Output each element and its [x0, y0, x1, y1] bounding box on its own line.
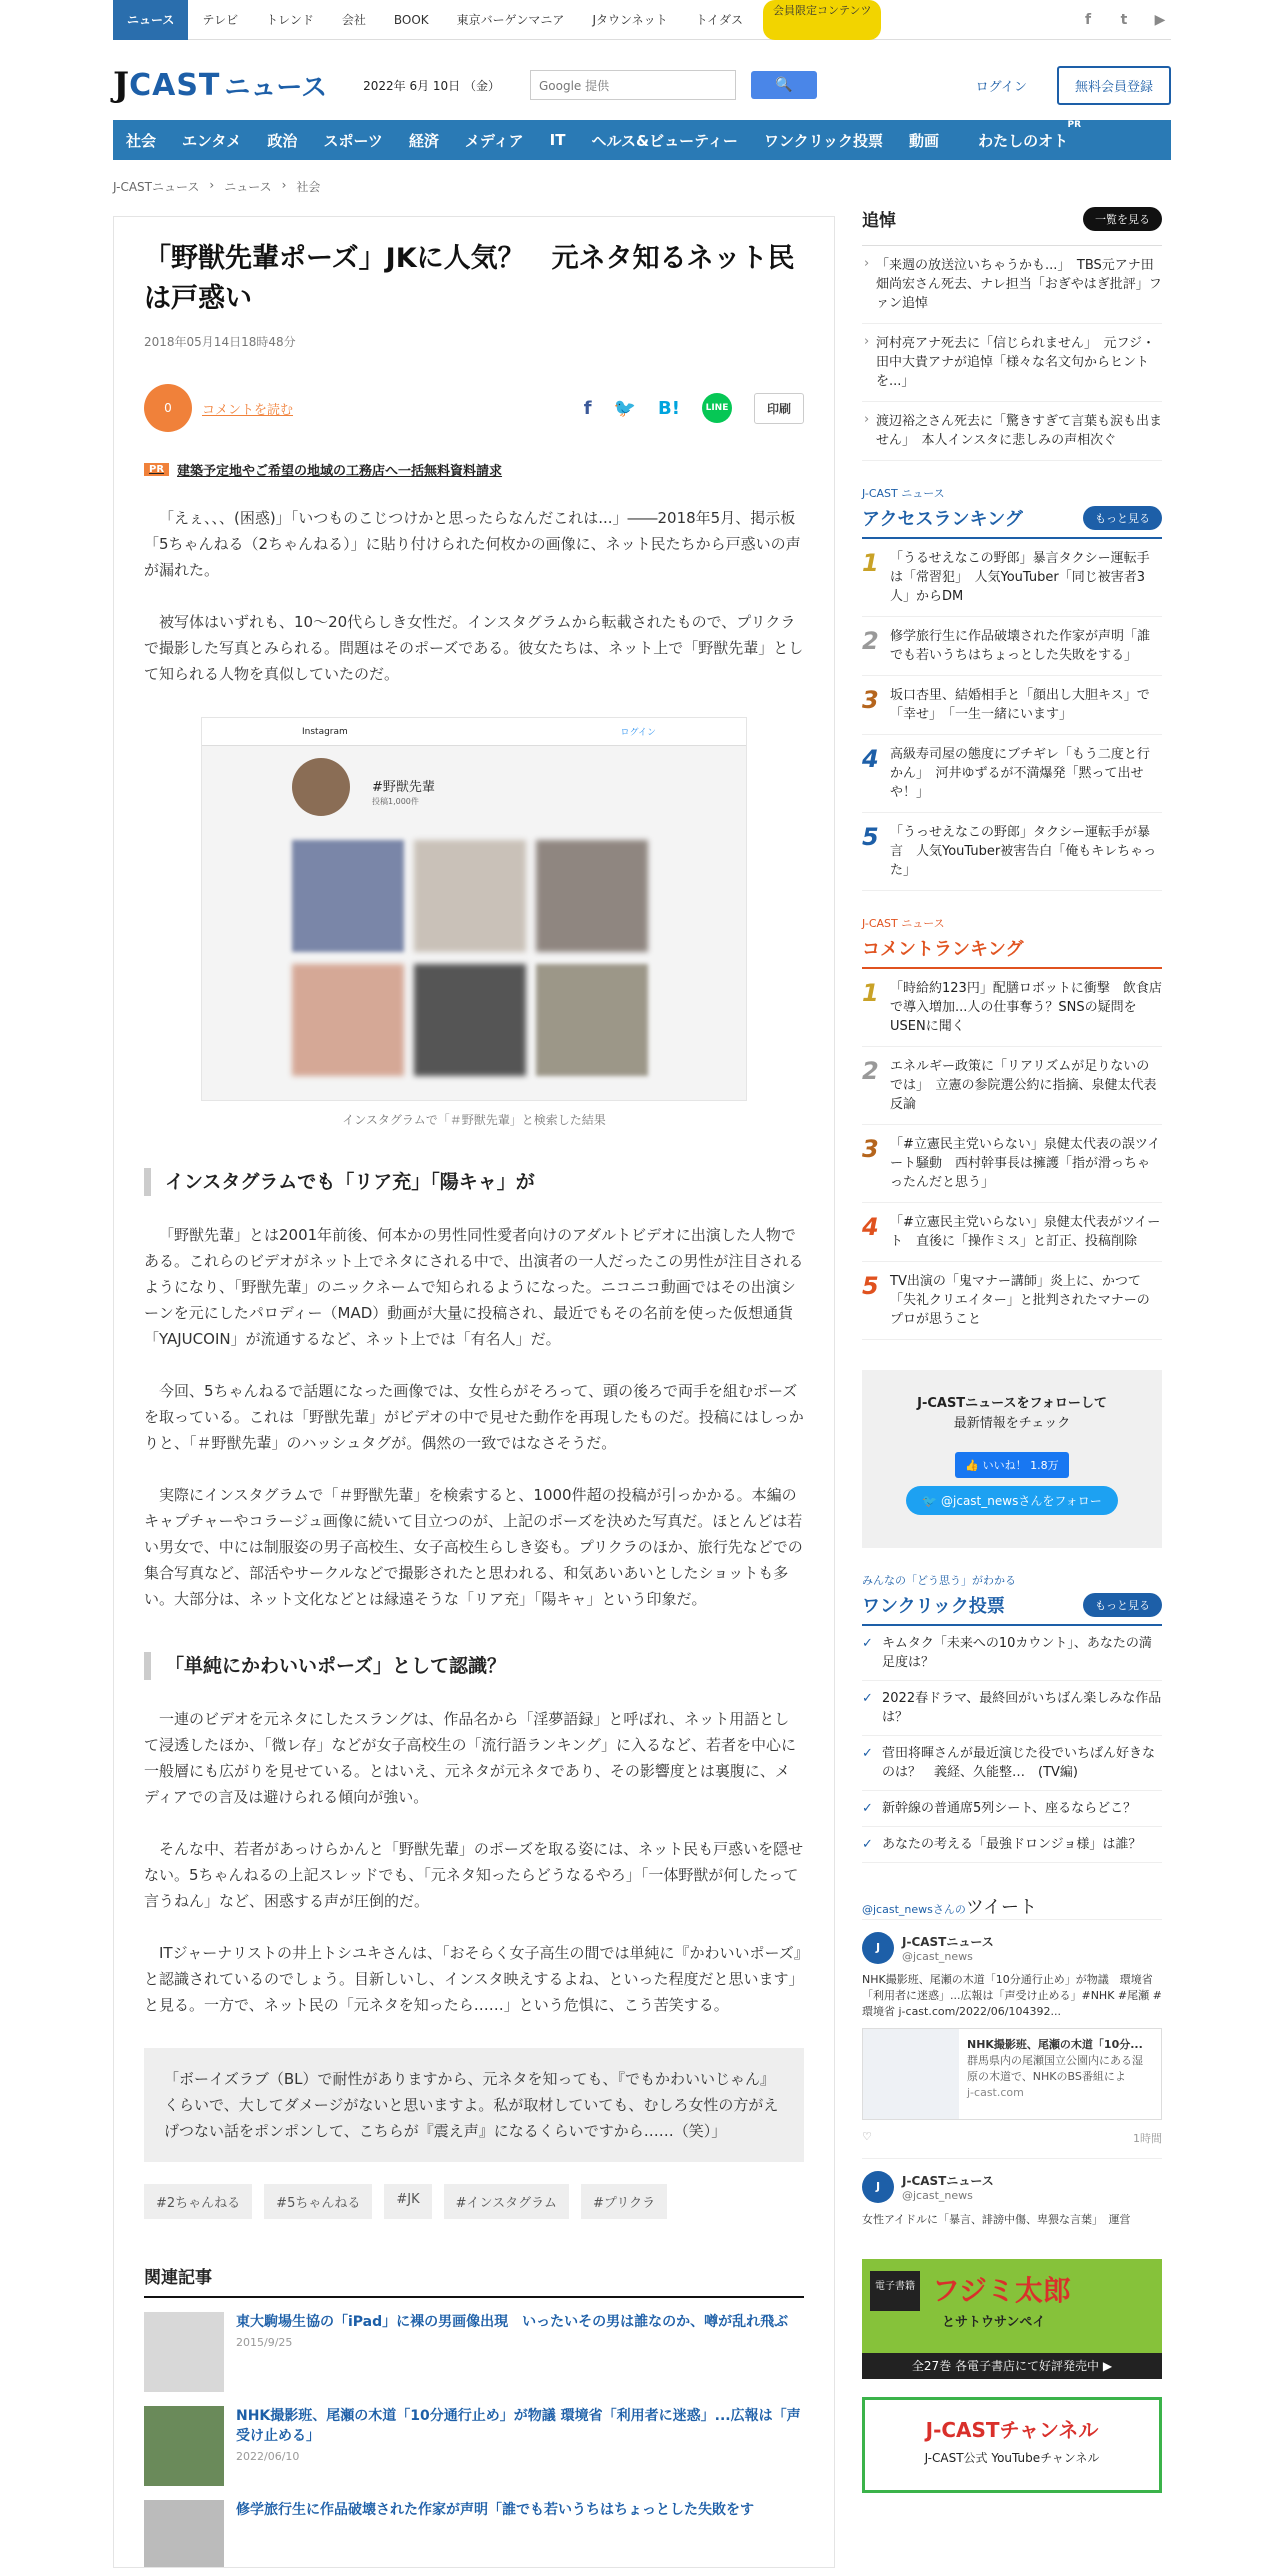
tweet-name: J-CASTニュース: [902, 1935, 994, 1949]
vote-item[interactable]: ✓ 新幹線の普通席5列シート、座るならどこ？: [862, 1791, 1162, 1827]
ranking-item[interactable]: [862, 813, 1162, 891]
trace-title: 追悼: [862, 211, 896, 231]
login-link[interactable]: ログイン: [975, 79, 1027, 95]
related-thumbnail: [144, 2406, 224, 2486]
tweet-author: [862, 1932, 1162, 1964]
related-title[interactable]: 東大駒場生協の「iPad」に裸の男画像出現 いったいその男は誰なのか、噂が乱れ飛ぶ: [236, 2314, 789, 2330]
ranking-item[interactable]: [862, 539, 1162, 617]
ranking-item[interactable]: [862, 1047, 1162, 1125]
quote-block: 「ボーイズラブ（BL）で耐性がありますから、元ネタを知っても、『でもかわいいじゃん』くらいで、大してダメージがないと思いますよ。私が取材していても、むしろ女性の方がえげつない話をポンポンして、こちらが『震え声』になるくらいですから……（笑）」: [144, 2048, 804, 2162]
tweet-name: J-CASTニュース: [902, 2174, 994, 2188]
pr-text: 建築予定地やご希望の地域の工務店へ一括無料資料請求: [177, 464, 503, 479]
breadcrumb-society[interactable]: 社会: [296, 180, 321, 194]
ig-login: ログイン: [620, 728, 656, 738]
article-paragraph: 実際にインスタグラムで「＃野獣先輩」を検索すると、1000件超の投稿が引っかかる。本編のキャプチャーやコラージュ画像に続いて目立つのが、上記のポーズを決めた写真だ。ほとんどは若い男女で、中には制服姿の男子高校生、女子高校生らしき姿も。プリクラのほか、旅行先などでの集合写真など、部活やサークルなどで撮影されたと思われる、和気あいあいとしたショットも多い。大部分は、ネット文化などとは縁遠そうな「リア充」「陽キャ」という印象だ。: [144, 1486, 803, 1608]
ad-title: フジミ太郎: [932, 2274, 1071, 2307]
vote-item[interactable]: ✓ あなたの考える「最強ドロンジョ様」は誰？: [862, 1827, 1162, 1863]
vote-header: [862, 1592, 1162, 1626]
rank-number: 5: [862, 1272, 879, 1300]
share-bar: [144, 384, 804, 432]
breadcrumb-jcast[interactable]: J-CASTニュース: [113, 180, 200, 194]
top-nav-news[interactable]: ニュース: [113, 0, 188, 40]
rank-text: 高級寿司屋の態度にブチギレ「もう二度と行かん」 河井ゆずるが不満爆発「黙って出せや！」: [890, 747, 1150, 800]
hatena-share-icon[interactable]: B!: [658, 397, 680, 419]
nav-one-click-vote[interactable]: ワンクリック投票: [763, 131, 884, 150]
site-header: [113, 50, 1171, 120]
nav-pr-mark: PR: [1067, 119, 1082, 130]
ad-banner-fujimi[interactable]: [862, 2259, 1162, 2379]
vote-caption: みんなの「どう思う」がわかる: [862, 1574, 1016, 1587]
nav-economy[interactable]: 経済: [408, 131, 439, 150]
related-thumbnail: [144, 2500, 224, 2568]
share-buttons: [584, 393, 804, 424]
timeline-header: [862, 1893, 1162, 1919]
tweet-author: [862, 2171, 1162, 2203]
twitter-follow-button[interactable]: 🐦 @jcast_newsさんをフォロー: [906, 1486, 1117, 1515]
related-article[interactable]: [144, 2406, 804, 2486]
rank-number: 5: [862, 823, 879, 851]
line-share-icon[interactable]: LINE: [702, 393, 732, 423]
trace-list: [862, 245, 1162, 461]
article-title: 「野獣先輩ポーズ」JKに人気？ 元ネタ知るネット民は戸惑い: [144, 243, 795, 314]
tweet[interactable]: [862, 1919, 1162, 2158]
rank-text: 坂口杏里、結婚相手と「顔出し大胆キス」で「幸せ」 「一生一緒にいます」: [890, 688, 1150, 722]
register-button[interactable]: 無料会員登録: [1057, 66, 1171, 105]
card-text: 群馬県内の尾瀬国立公園内にある湿原の木道で、NHKのBS番組によ: [967, 2054, 1143, 2083]
article-paragraph: 「えぇ、、、(困惑)」「いつものこじつけかと思ったらなんだこれは...」――2018年5月、掲示板「5ちゃんねる（2ちゃんねる）」に貼り付けられた何枚かの画像に、ネット民たちから戸惑いの声が漏れた。: [144, 509, 801, 579]
rank-text: TV出演の「鬼マナー講師」炎上に、かつて「失礼クリエイター」と批判されたマナーのプロが思うこと: [890, 1274, 1150, 1327]
comment-link[interactable]: コメントを読む: [202, 402, 294, 418]
top-nav-bargain[interactable]: 東京バーゲンマニア: [456, 12, 565, 27]
tag[interactable]: #5ちゃんねる: [264, 2184, 372, 2219]
access-more-button[interactable]: もっと見る: [1083, 506, 1162, 530]
instagram-screenshot: [201, 717, 747, 1101]
nav-society[interactable]: 社会: [126, 131, 157, 150]
article-paragraph: 今回、5ちゃんねるで話題になった画像では、女性らがそろって、頭の後ろで両手を組むポーズを取っている。これは「野獣先輩」がビデオの中で見せた動作を再現したものだ。投稿にはしっかりと、「＃野獣先輩」のハッシュタグが。偶然の一致ではなさそうだ。: [144, 1382, 804, 1452]
ig-header: Instagram: [302, 726, 348, 737]
breadcrumb: [113, 178, 1171, 195]
main-nav: [113, 120, 1171, 160]
timeline-handle[interactable]: @jcast_newsさんの: [862, 1903, 966, 1916]
rank-number: 3: [862, 686, 879, 714]
rank-number: 4: [862, 745, 879, 773]
top-bar: [113, 0, 1171, 40]
tag[interactable]: #インスタグラム: [444, 2184, 569, 2219]
related-date: 2015/9/25: [236, 2336, 293, 2349]
pr-badge: PR: [144, 463, 169, 476]
related-articles-title: 関連記事: [144, 2263, 804, 2298]
trace-more-button[interactable]: 一覧を見る: [1083, 207, 1162, 231]
top-nav-company[interactable]: 会社: [341, 12, 366, 27]
vote-item[interactable]: ✓ 菅田将暉さんが最近演じた役でいちばん好きなのは？ 義経、久能整… (TV編): [862, 1736, 1162, 1791]
ad-banner-jcast-channel[interactable]: [862, 2397, 1162, 2493]
tweet-text: 女性アイドルに「暴言、誹謗中傷、卑猥な言葉」 運営: [862, 2213, 1131, 2226]
nav-entertainment[interactable]: エンタメ: [182, 131, 242, 150]
comment-ranking-title: コメントランキング: [862, 939, 1024, 960]
ig-thumb: [414, 840, 526, 952]
tweet-text: NHK撮影班、尾瀬の木道「10分通行止め」が物議 環境省「利用者に迷惑」...広報は「声受け止める」#NHK #尾瀬 #環境省 j-cast.com/2022/06/104392...: [862, 1973, 1162, 2018]
members-only-pill[interactable]: 会員限定コンテンツ: [763, 0, 881, 40]
article-paragraph: 「野獣先輩」とは2001年前後、何本かの男性同性愛者向けのアダルトビデオに出演した人物である。これらのビデオがネット上でネタにされる中で、出演者の一人だったこの男性が注目されるようになり、「野獣先輩」のニックネームで知られるようになった。ニコニコ動画ではその出演シーンを元にしたパロディー（MAD）動画が大量に投稿され、最近でもその名前を使った仮想通貨「YAJUCOIN」が流通するなど、ネット上では「有名人」だ。: [144, 1226, 804, 1348]
trace-header: [862, 206, 1162, 231]
ig-thumb: [292, 964, 404, 1076]
follow-line-2: 最新情報をチェック: [953, 1416, 1071, 1431]
related-title[interactable]: 修学旅行生に作品破壊された作家が声明「誰でも若いうちはちょっとした失敗をす: [236, 2502, 754, 2518]
article-paragraph: 一連のビデオを元ネタにしたスラングは、作品名から「淫夢語録」と呼ばれ、ネット用語として浸透したほか、「微レ存」などが女子高校生の「流行語ランキング」に入るなど、若者を中心に一般層にも広がりを見せている。とはいえ、元ネタが元ネタであり、その影響度とは裏腹に、メディアでの言及は避けられる傾向が強い。: [144, 1710, 797, 1806]
ad-badge: 電子書籍: [870, 2271, 920, 2311]
search-button[interactable]: 🔍: [751, 71, 817, 99]
twitter-share-icon[interactable]: 🐦: [613, 397, 637, 419]
ig-thumb: [292, 840, 404, 952]
top-nav-toidas[interactable]: トイダス: [695, 12, 744, 27]
related-article[interactable]: [144, 2312, 804, 2392]
nav-health-beauty[interactable]: ヘルス&ビューティー: [591, 131, 738, 150]
nav-video[interactable]: 動画: [909, 131, 940, 150]
ranking-item[interactable]: [862, 969, 1162, 1047]
card-title: NHK撮影班、尾瀬の木道「10分...: [967, 2038, 1143, 2051]
comment-count-icon[interactable]: 0: [144, 384, 192, 432]
rank-number: 1: [862, 549, 879, 577]
facebook-icon[interactable]: f: [1084, 11, 1092, 28]
ranking-item[interactable]: [862, 1125, 1162, 1203]
access-ranking-header: [862, 505, 1162, 539]
tag[interactable]: #2ちゃんねる: [144, 2184, 252, 2219]
ranking-item[interactable]: [862, 735, 1162, 813]
comment-ranking-header: [862, 935, 1162, 969]
tag-list: [144, 2184, 804, 2219]
rank-number: 2: [862, 1057, 879, 1085]
article-paragraph: 被写体はいずれも、10～20代らしき女性だ。インスタグラムから転載されたもので、プリクラで撮影した写真とみられる。問題はそのポーズである。彼女たちは、ネット上で「野獣先輩」として知られる人物を真似していたのだ。: [144, 613, 804, 683]
ranking-item[interactable]: [862, 1262, 1162, 1340]
rank-number: 1: [862, 979, 879, 1007]
ranking-item[interactable]: [862, 1203, 1162, 1262]
ad2-subtitle: J-CAST公式 YouTubeチャンネル: [924, 2451, 1100, 2465]
ranking-item[interactable]: [862, 676, 1162, 735]
logo-news: ニュース: [224, 72, 328, 103]
card-image: [863, 2029, 959, 2119]
comment-caption: J-CAST ニュース: [862, 917, 945, 930]
rank-text: エネルギー政策に「リアリズムが足りないのでは」 立憲の参院選公約に指摘、泉健太代表反論: [890, 1059, 1157, 1112]
tag[interactable]: #プリクラ: [581, 2184, 667, 2219]
vote-item[interactable]: ✓ 2022春ドラマ、最終回がいちばん楽しみな作品は？: [862, 1681, 1162, 1736]
nav-watashi-label: わたしのオト: [978, 131, 1069, 150]
nav-sports[interactable]: スポーツ: [323, 131, 383, 150]
breadcrumb-sep: ›: [281, 178, 287, 192]
sidebar: [862, 206, 1162, 2493]
vote-title: ワンクリック投票: [862, 1596, 1005, 1617]
rank-text: 「うるせえなこの野郎」暴言タクシー運転手は「常習犯」 人気YouTuber「同じ被害者3人」からDM: [890, 551, 1150, 604]
rank-number: 3: [862, 1135, 879, 1163]
access-ranking-list: [862, 539, 1162, 891]
breadcrumb-news[interactable]: ニュース: [224, 180, 272, 194]
access-ranking-title: アクセスランキング: [862, 509, 1023, 530]
article-figure: [201, 717, 747, 1128]
ad-subtitle: とサトウサンペイ: [942, 2315, 1046, 2330]
top-nav-jtown[interactable]: Jタウンネット: [592, 12, 668, 27]
nav-it[interactable]: IT: [549, 131, 566, 149]
related-title[interactable]: NHK撮影班、尾瀬の木道「10分通行止め」が物議 環境省「利用者に迷惑」...広報は「声受け止める」: [236, 2408, 801, 2444]
rank-number: 4: [862, 1213, 879, 1241]
follow-line-1: J-CASTニュースをフォローして: [917, 1396, 1107, 1411]
rank-number: 2: [862, 627, 879, 655]
rank-text: 「#立憲民主党いらない」泉健太代表がツイート 直後に「操作ミス」と訂正、投稿削除: [890, 1215, 1161, 1249]
facebook-like-button[interactable]: 👍 いいね！ 1.8万: [955, 1452, 1068, 1478]
heart-icon[interactable]: ♡: [862, 2130, 872, 2143]
tweet[interactable]: [862, 2158, 1162, 2239]
nav-watashi-no-oto[interactable]: [952, 119, 1094, 151]
related-thumbnail: [144, 2312, 224, 2392]
site-logo[interactable]: [113, 65, 327, 105]
vote-more-button[interactable]: もっと見る: [1083, 1593, 1162, 1617]
vote-item[interactable]: ✓ キムタク「未来への10カウント」、あなたの満足度は？: [862, 1626, 1162, 1681]
ig-hashtag: #野獣先輩: [372, 780, 435, 795]
facebook-share-icon[interactable]: f: [583, 397, 592, 419]
social-links: [1077, 9, 1171, 31]
related-article[interactable]: [144, 2500, 804, 2568]
nav-politics[interactable]: 政治: [267, 131, 298, 150]
article-paragraph: ITジャーナリストの井上トシユキさんは、「おそらく女子高生の間では単純に『かわいいポーズ』と認識されているのでしょう。目新しいし、インスタ映えするよね、といった程度だと思います」と見る。一方で、ネット民の「元ネタを知ったら……」という危惧に、こう苦笑する。: [144, 1944, 804, 2014]
tag[interactable]: #JK: [384, 2184, 431, 2219]
search-input[interactable]: Google 提供: [530, 70, 736, 100]
trace-item[interactable]: › 「来週の放送泣いちゃうかも...」 TBS元アナ田畑尚宏さん死去、ナレ担当「おぎやはぎ批評」ファン追悼: [862, 246, 1162, 324]
ad2-title: J-CASTチャンネル: [925, 2418, 1099, 2442]
section-heading: インスタグラムでも「リア充」「陽キャ」が: [144, 1168, 804, 1196]
article-date: 2018年05月14日18時48分: [144, 335, 296, 349]
rank-text: 「うっせえなこの野郎」タクシー運転手が暴言 人気YouTuber被害告白「俺もキレちゃった」: [890, 825, 1157, 878]
trace-item[interactable]: › 河村亮アナ死去に「信じられません」 元フジ・田中大貴アナが追悼「様々な名文句からヒントを...」: [862, 324, 1162, 402]
logo-cast: CAST: [129, 67, 221, 103]
card-domain: j-cast.com: [967, 2086, 1024, 2099]
section-heading: 「単純にかわいいポーズ」として認識？: [144, 1652, 804, 1680]
twitter-timeline: [862, 1893, 1162, 2239]
related-date: 2022/06/10: [236, 2450, 300, 2463]
timeline-word: ツイート: [965, 1897, 1037, 1918]
rank-text: 「時給約123円」配膳ロボットに衝撃 飲食店で導入増加...人の仕事奪う？SNSの疑問をUSENに聞く: [890, 981, 1162, 1034]
breadcrumb-sep: ›: [209, 178, 215, 192]
figure-caption: インスタグラムで「＃野獣先輩」と検索した結果: [342, 1113, 606, 1127]
follow-box: [862, 1370, 1162, 1548]
avatar: J: [862, 2171, 894, 2203]
tweet-time[interactable]: 1時間: [1133, 2132, 1162, 2145]
ig-thumb: [414, 964, 526, 1076]
tweet-link-card[interactable]: [862, 2028, 1162, 2120]
ig-count: 投稿1,000件: [372, 797, 419, 806]
top-nav-book[interactable]: BOOK: [393, 12, 429, 27]
nav-media[interactable]: メディア: [464, 131, 524, 150]
article-paragraph: そんな中、若者があっけらかんと「野獣先輩」のポーズを取る姿には、ネット民も戸惑いを隠せない。5ちゃんねるの上記スレッドでも、「元ネタ知ったらどうなるやろ」「一体野獣が何したって言うねん」など、困惑する声が圧倒的だ。: [144, 1840, 804, 1910]
ad-footer: 全27巻 各電子書店にて好評発売中 ▶: [862, 2353, 1162, 2379]
ig-thumb: [536, 964, 648, 1076]
vote-list: [862, 1626, 1162, 1863]
tweet-handle: @jcast_news: [902, 2189, 973, 2202]
ig-thumb: [536, 840, 648, 952]
print-button[interactable]: 印刷: [754, 393, 804, 424]
top-nav: [113, 0, 881, 39]
tweet-actions: [862, 2130, 1162, 2146]
logo-j: J: [113, 65, 130, 105]
access-caption: J-CAST ニュース: [862, 487, 945, 500]
twitter-icon[interactable]: t: [1120, 11, 1128, 28]
pr-link[interactable]: [144, 460, 804, 479]
top-nav-trend[interactable]: トレンド: [266, 12, 314, 27]
ig-profile-avatar: [292, 758, 350, 816]
rank-text: 修学旅行生に作品破壊された作家が声明「誰でも若いうちはちょっとした失敗をする」: [890, 629, 1151, 663]
youtube-icon[interactable]: ▶: [1154, 11, 1166, 28]
top-nav-tv[interactable]: テレビ: [202, 12, 239, 27]
avatar: J: [862, 1932, 894, 1964]
header-date: 2022年 6月 10日 （金）: [363, 78, 500, 93]
tweet-handle: @jcast_news: [902, 1950, 973, 1963]
rank-text: 「#立憲民主党いらない」泉健太代表の誤ツイート騒動 西村幹事長は擁護「指が滑っちゃったんだと思う」: [890, 1137, 1161, 1190]
comment-ranking-list: [862, 969, 1162, 1340]
trace-item[interactable]: › 渡辺裕之さん死去に「驚きすぎて言葉も涙も出ません」 本人インスタに悲しみの声相次ぐ: [862, 402, 1162, 461]
ranking-item[interactable]: [862, 617, 1162, 676]
article: [113, 216, 835, 2568]
